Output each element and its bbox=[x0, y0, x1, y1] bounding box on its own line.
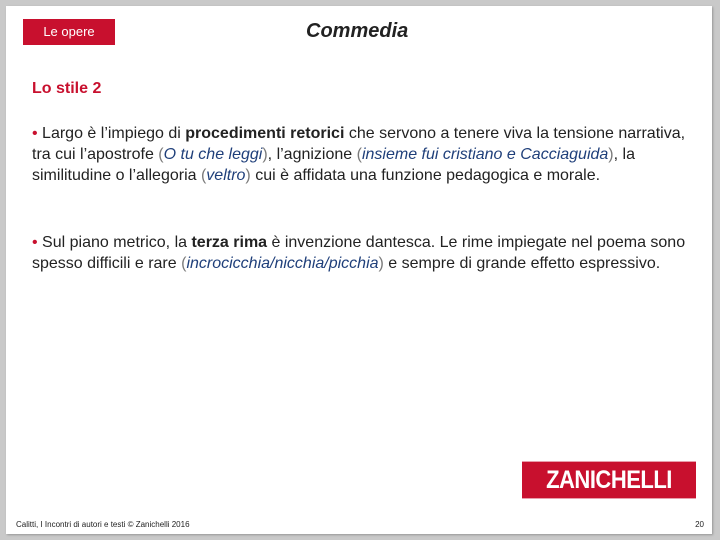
text-segment: Largo è l’impiego di bbox=[37, 125, 186, 142]
key-term: procedimenti retorici bbox=[185, 125, 345, 142]
text-segment: Sul piano metrico, la bbox=[37, 234, 192, 251]
section-tag: Le opere bbox=[23, 19, 115, 45]
text-segment: e sempre di grande effetto espressivo. bbox=[383, 255, 661, 272]
publisher-logo: ZANICHELLI bbox=[522, 462, 696, 499]
text-segment: , la similitudine o l’allegoria bbox=[32, 146, 635, 184]
paragraph-rhetoric: • Largo è l’impiego di procedimenti retorici che servono a tenere viva la tensione narrativa, tra cui l’apostrofe (O tu che leggi), l’agnizione (insieme fui cristiano e Cacciaguida), la similitudine o l’allegoria (veltro) cui è affidata una funzione pedagogica e morale. bbox=[32, 125, 686, 184]
example-quote: veltro bbox=[206, 167, 246, 184]
bullet-icon: • bbox=[32, 234, 38, 251]
slide-subtitle: Lo stile 2 bbox=[32, 80, 102, 97]
slide bbox=[6, 6, 712, 534]
text-segment: che servono a tenere viva la tensione narrativa, tra cui l’apostrofe bbox=[32, 125, 686, 163]
key-term: terza rima bbox=[191, 234, 268, 251]
example-quote: insieme fui cristiano e Cacciaguida bbox=[361, 146, 609, 163]
text-segment: cui è affidata una funzione pedagogica e morale. bbox=[250, 167, 601, 184]
bullet-icon: • bbox=[32, 125, 38, 142]
example-quote: O tu che leggi bbox=[163, 146, 263, 163]
text-segment: , l’agnizione bbox=[267, 146, 357, 163]
text-segment: è invenzione dantesca. Le rime impiegate nel poema sono spesso difficili e rare bbox=[32, 234, 686, 272]
paragraph-meter: • Sul piano metrico, la terza rima è invenzione dantesca. Le rime impiegate nel poema sono spesso difficili e rare (incrocicchia/nicchia/picchia) e sempre di grande effetto espressivo. bbox=[32, 234, 686, 272]
page-number: 20 bbox=[695, 520, 704, 529]
footer-credit: Calitti, I Incontri di autori e testi © Zanichelli 2016 bbox=[16, 520, 190, 529]
slide-title: Commedia bbox=[306, 20, 409, 42]
example-quote: incrocicchia/nicchia/picchia bbox=[186, 255, 379, 272]
